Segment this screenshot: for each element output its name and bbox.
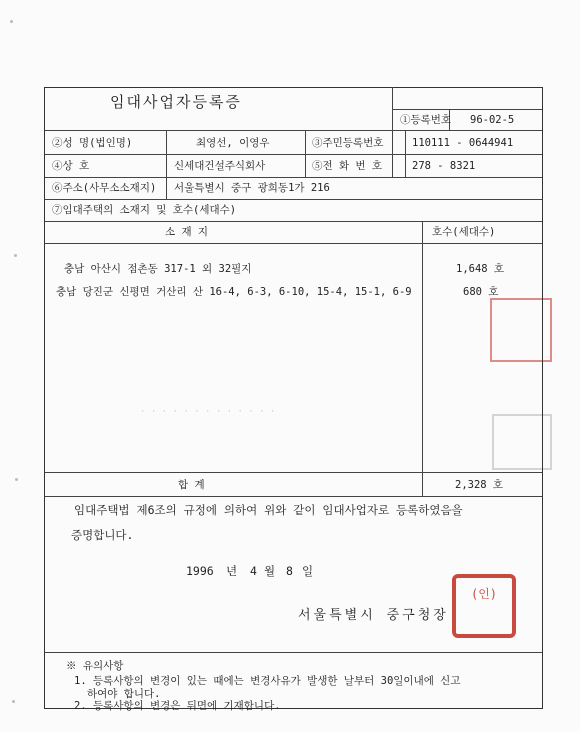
note-2: 2. 등록사항의 변경은 뒤면에 기재합니다. — [74, 700, 281, 712]
issue-day-unit: 일 — [302, 564, 314, 578]
certification-line-2: 증명합니다. — [71, 528, 134, 542]
official-seal-stamp — [452, 574, 516, 638]
certification-line-1: 임대주택법 제6조의 규정에 의하여 위와 같이 임대사업자로 등록하였음을 — [74, 503, 463, 517]
table-row-1-location: 충남 아산시 점촌동 317-1 외 32필지 — [64, 263, 252, 275]
issue-month: 4 — [250, 564, 257, 578]
name-value: 최영선, 이영우 — [196, 137, 270, 149]
phone-value: 278 - 8321 — [412, 160, 476, 172]
trade-name-value: 신세대건설주식회사 — [174, 160, 266, 172]
reg-no-label: ①등록번호 — [400, 114, 452, 126]
issuer-name: 서울특별시 중구청장 — [298, 608, 449, 623]
notes-header: ※ 유의사항 — [66, 660, 124, 672]
binder-hole-1 — [10, 20, 13, 23]
note-1-line-1: 1. 등록사항의 변경이 있는 때에는 변경사유가 발생한 날부터 30일이내에 신고 — [74, 675, 461, 687]
certificate-title: 임대사업자등록증 — [110, 93, 242, 111]
issue-year: 1996 — [186, 564, 214, 578]
reg-no-value: 96-02-5 — [470, 114, 515, 126]
name-label: ②성 명(법인명) — [52, 137, 133, 149]
binder-hole-3 — [15, 478, 18, 481]
resident-no-label: ③주민등록번호 — [312, 137, 384, 149]
note-1-line-2: 하여야 합니다. — [87, 688, 161, 700]
seal-mark: (인) — [470, 587, 498, 601]
table-row-2-units: 680 호 — [463, 286, 499, 298]
address-value: 서울특별시 중구 광희동1가 216 — [174, 182, 330, 194]
section-7-heading: ⑦임대주택의 소재지 및 호수(세대수) — [52, 204, 237, 216]
issue-year-unit: 년 — [226, 564, 238, 578]
table-row-2-location: 충남 당진군 신평면 거산리 산 16-4, 6-3, 6-10, 15-4, 15-1, 6-9 — [56, 286, 412, 298]
trade-name-label: ④상 호 — [52, 160, 90, 172]
bleed-through-text: · · · · · · · · · · · · · — [140, 407, 276, 417]
binder-hole-4 — [12, 700, 15, 703]
binder-hole-2 — [14, 254, 17, 257]
address-label: ⑥주소(사무소소재지) — [52, 182, 157, 194]
total-units: 2,328 호 — [455, 479, 504, 491]
resident-no-value: 110111 - 0644941 — [412, 137, 514, 149]
col-header-units: 호수(세대수) — [432, 226, 496, 238]
table-row-1-units: 1,648 호 — [456, 263, 505, 275]
col-header-location: 소 재 지 — [165, 226, 209, 238]
phone-label: ⑤전 화 번 호 — [312, 160, 383, 172]
total-label: 합 계 — [178, 479, 205, 491]
issue-day: 8 — [286, 564, 293, 578]
issue-month-unit: 월 — [264, 564, 276, 578]
